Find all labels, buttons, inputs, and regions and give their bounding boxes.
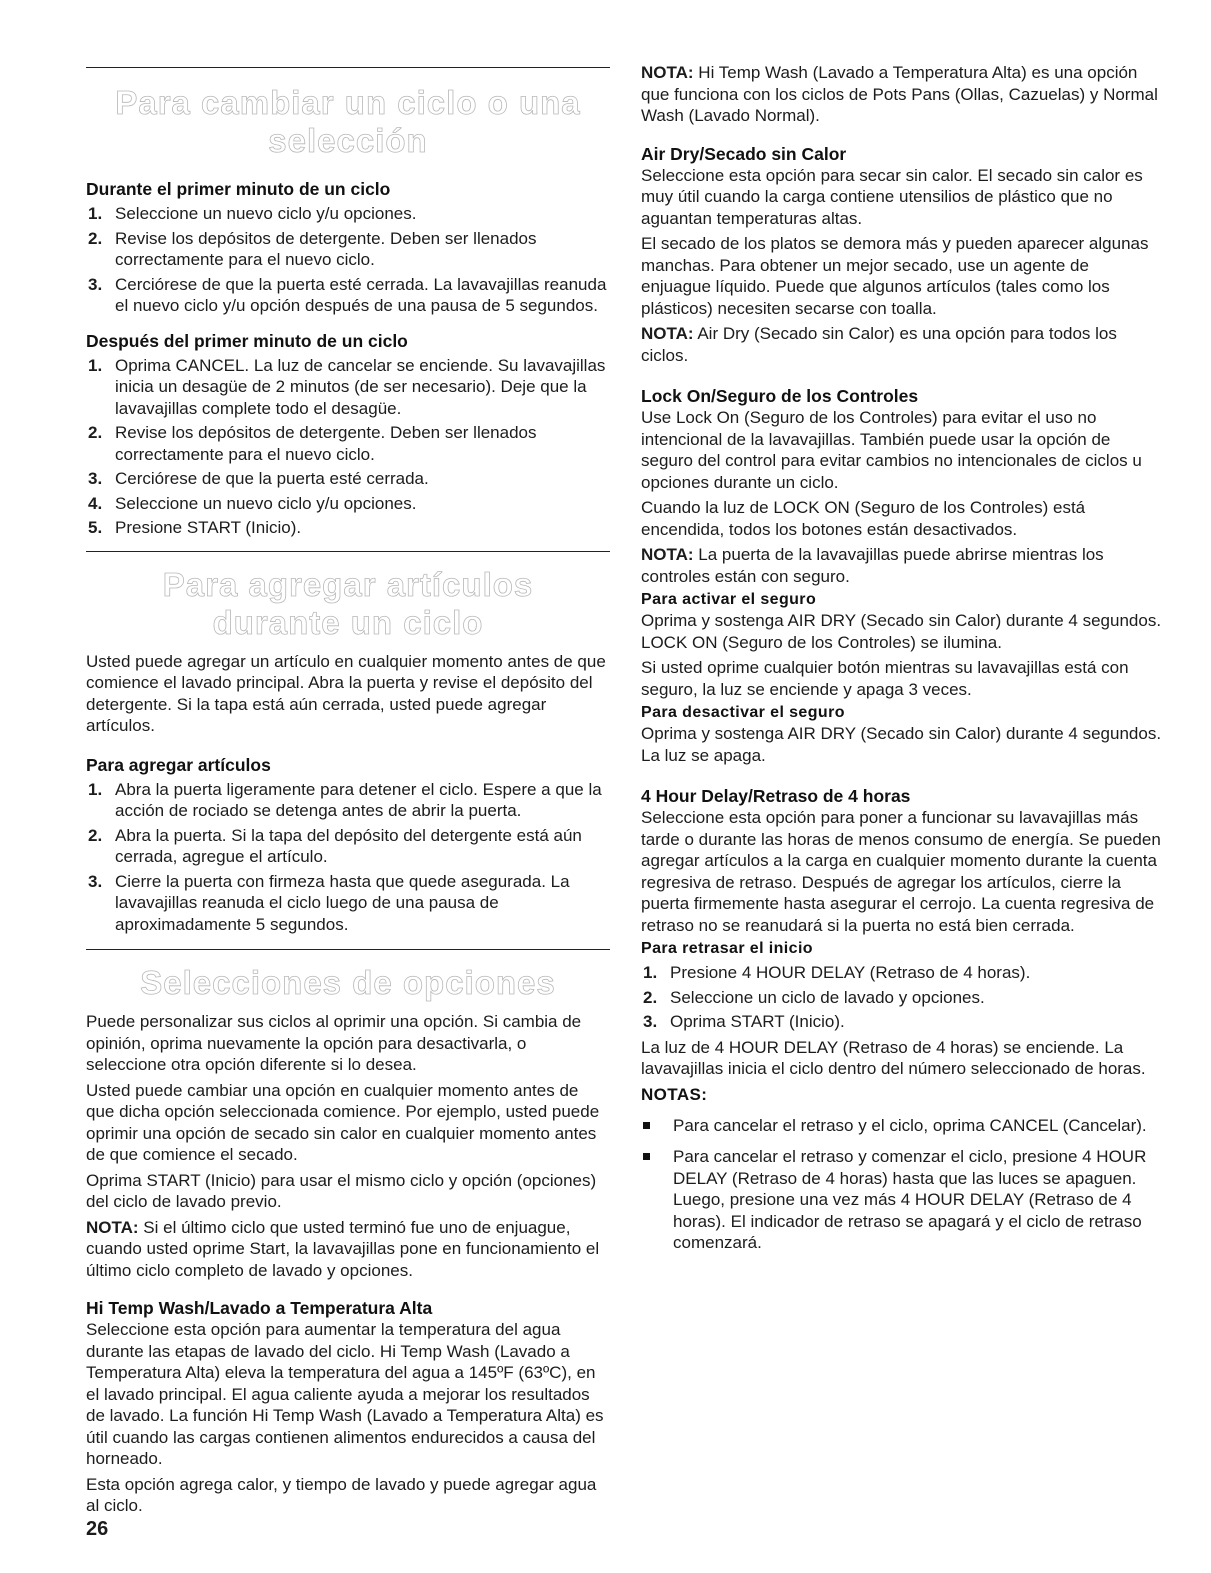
heading-4-hour-delay: 4 Hour Delay/Retraso de 4 horas: [641, 786, 911, 806]
list-item: 4. Seleccione un nuevo ciclo y/u opciones.: [88, 493, 417, 513]
list-item: Para cancelar el retraso y comenzar el ciclo, presione 4 HOUR DELAY (Retraso de 4 horas) hasta que las luces se apaguen. Luego, presione una vez más 4 HOUR DELAY (Retraso de 4 horas). El indicador de retraso se apagará y el ciclo de retraso comenzará.: [641, 1146, 1163, 1254]
section-divider: [86, 551, 610, 552]
note-paragraph: NOTA: La puerta de la lavavajillas puede abrirse mientras los controles están con seguro.: [641, 545, 1104, 586]
paragraph: Esta opción agrega calor, y tiempo de lavado y puede agregar agua al ciclo.: [86, 1474, 597, 1515]
paragraph: Oprima y sostenga AIR DRY (Secado sin Calor) durante 4 segundos. LOCK ON (Seguro de los Controles) se ilumina.: [641, 611, 1162, 652]
note-label: NOTA:: [641, 545, 694, 564]
notes-list: [641, 1115, 1163, 1254]
list-item: 2. Revise los depósitos de detergente. Deben ser llenados correctamente para el nuevo ciclo.: [88, 423, 537, 464]
paragraph: El secado de los platos se demora más y pueden aparecer algunas manchas. Para obtener un mejor secado, use un agente de enjuague líquido. Puede que algunos artículos (tales como los plásticos) necesiten secarse con toalla.: [641, 234, 1149, 318]
note-label: NOTA:: [641, 63, 694, 82]
subheading-deactivate-lock: Para desactivar el seguro: [641, 704, 845, 721]
steps-first-minute: [86, 203, 610, 317]
subheading-after-first-minute: Después del primer minuto de un ciclo: [86, 330, 408, 351]
heading-air-dry: Air Dry/Secado sin Calor: [641, 143, 847, 164]
list-item: 2. Revise los depósitos de detergente. Deben ser llenados correctamente para el nuevo ciclo.: [88, 228, 537, 269]
note-paragraph: NOTA: Hi Temp Wash (Lavado a Temperatura Alta) es una opción que funciona con los ciclos de Pots Pans (Ollas, Cazuelas) y Normal Wash (Lavado Normal).: [641, 63, 1158, 125]
left-column: [86, 0, 610, 1517]
bullet-square-icon: [643, 1122, 650, 1129]
list-item: 1. Oprima CANCEL. La luz de cancelar se enciende. Su lavavajillas inicia un desagüe de 2 minutos (de ser necesario). Deje que la lavavajillas complete todo el desagüe.: [88, 355, 606, 418]
paragraph: Puede personalizar sus ciclos al oprimir una opción. Si cambia de opinión, oprima nuevamente la opción para desactivarla, o seleccione otra opción diferente si lo desea.: [86, 1012, 582, 1074]
note-label: NOTA:: [641, 324, 694, 343]
list-item: 1. Presione 4 HOUR DELAY (Retraso de 4 horas).: [643, 963, 1031, 982]
paragraph: Si usted oprime cualquier botón mientras su lavavajillas está con seguro, la luz se enciende y apaga 3 veces.: [641, 658, 1129, 699]
steps-delay-start: [641, 962, 1163, 1033]
list-item: 1. Seleccione un nuevo ciclo y/u opciones.: [88, 204, 417, 223]
paragraph: Usted puede cambiar una opción en cualquier momento antes de que dicha opción seleccionada comience. Por ejemplo, usted puede oprimir una opción de secado sin calor en cualquier momento antes de que comience el secado.: [86, 1080, 600, 1164]
paragraph: Seleccione esta opción para aumentar la temperatura del agua durante las etapas de lavado del ciclo. Hi Temp Wash (Lavado a Temperatura Alta) eleva la temperatura del agua a 145ºF (63ºC), en el lavado principal. El agua caliente ayuda a mejorar los resultados de lavado. La función Hi Temp Wash (Lavado a Temperatura Alta) es útil cuando las cargas contienen alimentos endurecidos a causa del horneado.: [86, 1320, 604, 1468]
paragraph: Oprima START (Inicio) para usar el mismo ciclo y opción (opciones) del ciclo de lavado previo.: [86, 1170, 597, 1211]
page-number: 26: [86, 1518, 109, 1540]
section-divider: [86, 67, 610, 68]
heading-hi-temp-wash: Hi Temp Wash/Lavado a Temperatura Alta: [86, 1298, 433, 1318]
note-paragraph: NOTA: Air Dry (Secado sin Calor) es una opción para todos los ciclos.: [641, 324, 1117, 365]
list-item: 3. Oprima START (Inicio).: [643, 1012, 845, 1031]
note-label: NOTA:: [86, 1217, 139, 1237]
list-item: 2. Seleccione un ciclo de lavado y opciones.: [643, 987, 985, 1007]
list-item: 2. Abra la puerta. Si la tapa del depósito del detergente está aún cerrada, agregue el artículo.: [88, 825, 582, 866]
note-paragraph: NOTA: Si el último ciclo que usted terminó fue uno de enjuague, cuando usted oprime Start, la lavavajillas pone en funcionamiento el último ciclo completo de lavado y opciones.: [86, 1217, 600, 1280]
paragraph: Oprima y sostenga AIR DRY (Secado sin Calor) durante 4 segundos. La luz se apaga.: [641, 724, 1162, 765]
section-title-change-cycle: Para cambiar un ciclo o una selección: [115, 84, 581, 159]
paragraph: Cuando la luz de LOCK ON (Seguro de los Controles) está encendida, todos los botones están desactivados.: [641, 498, 1086, 539]
paragraph: Seleccione esta opción para poner a funcionar su lavavajillas más tarde o durante las horas de menos consumo de energía. Se pueden agregar artículos a la carga en cualquier momento durante la cuenta regresiva de retraso. Después de agregar los artículos, cierre la puerta firmemente hasta asegurar el cerrojo. La cuenta regresiva de retraso no se reanudará si la puerta no está bien cerrada.: [641, 808, 1161, 935]
subheading-first-minute: Durante el primer minuto de un ciclo: [86, 179, 391, 199]
list-item: 3. Cierre la puerta con firmeza hasta que quede asegurada. La lavavajillas reanuda el ciclo luego de una pausa de aproximadamente 5 segundos.: [88, 871, 570, 934]
section-title-add-items: Para agregar artículos durante un ciclo: [162, 565, 534, 641]
steps-add-items: [86, 779, 610, 936]
subheading-activate-lock: Para activar el seguro: [641, 591, 817, 608]
right-column: [641, 62, 1163, 1254]
list-item: 5. Presione START (Inicio).: [88, 518, 302, 537]
paragraph: Seleccione esta opción para secar sin calor. El secado sin calor es muy útil cuando la carga contiene utensilios de plástico que no aguantan temperaturas altas.: [641, 165, 1143, 228]
subheading-delay-start: Para retrasar el inicio: [641, 940, 813, 957]
subheading-add-items: Para agregar artículos: [86, 754, 271, 775]
paragraph: La luz de 4 HOUR DELAY (Retraso de 4 horas) se enciende. La lavavajillas inicia el ciclo dentro del número seleccionado de horas.: [641, 1037, 1146, 1078]
paragraph: Use Lock On (Seguro de los Controles) para evitar el uso no intencional de la lavavajillas. También puede usar la opción de seguro del control para evitar cambios no intencionales de ciclos u opciones durante un ciclo.: [641, 408, 1142, 492]
list-item: 3. Cerciórese de que la puerta esté cerrada.: [88, 469, 429, 488]
steps-after-first-minute: [86, 355, 610, 539]
bullet-square-icon: [643, 1153, 650, 1160]
heading-lock-on: Lock On/Seguro de los Controles: [641, 386, 919, 406]
section-title-option-selections: Selecciones de opciones: [140, 964, 556, 1001]
list-item: Para cancelar el retraso y el ciclo, oprima CANCEL (Cancelar).: [641, 1115, 1163, 1137]
list-item: 3. Cerciórese de que la puerta esté cerrada. La lavavajillas reanuda el nuevo ciclo y/u opción después de una pausa de 5 segundos.: [88, 274, 607, 315]
section-divider: [86, 949, 610, 950]
paragraph: Usted puede agregar un artículo en cualquier momento antes de que comience el lavado principal. Abra la puerta y revise el depósito del detergente. Si la tapa está aún cerrada, usted puede agregar artículos.: [86, 651, 606, 735]
notes-heading: NOTAS:: [641, 1084, 708, 1104]
list-item: 1. Abra la puerta ligeramente para detener el ciclo. Espere a que la acción de rociado se detenga antes de abrir la puerta.: [88, 779, 602, 820]
